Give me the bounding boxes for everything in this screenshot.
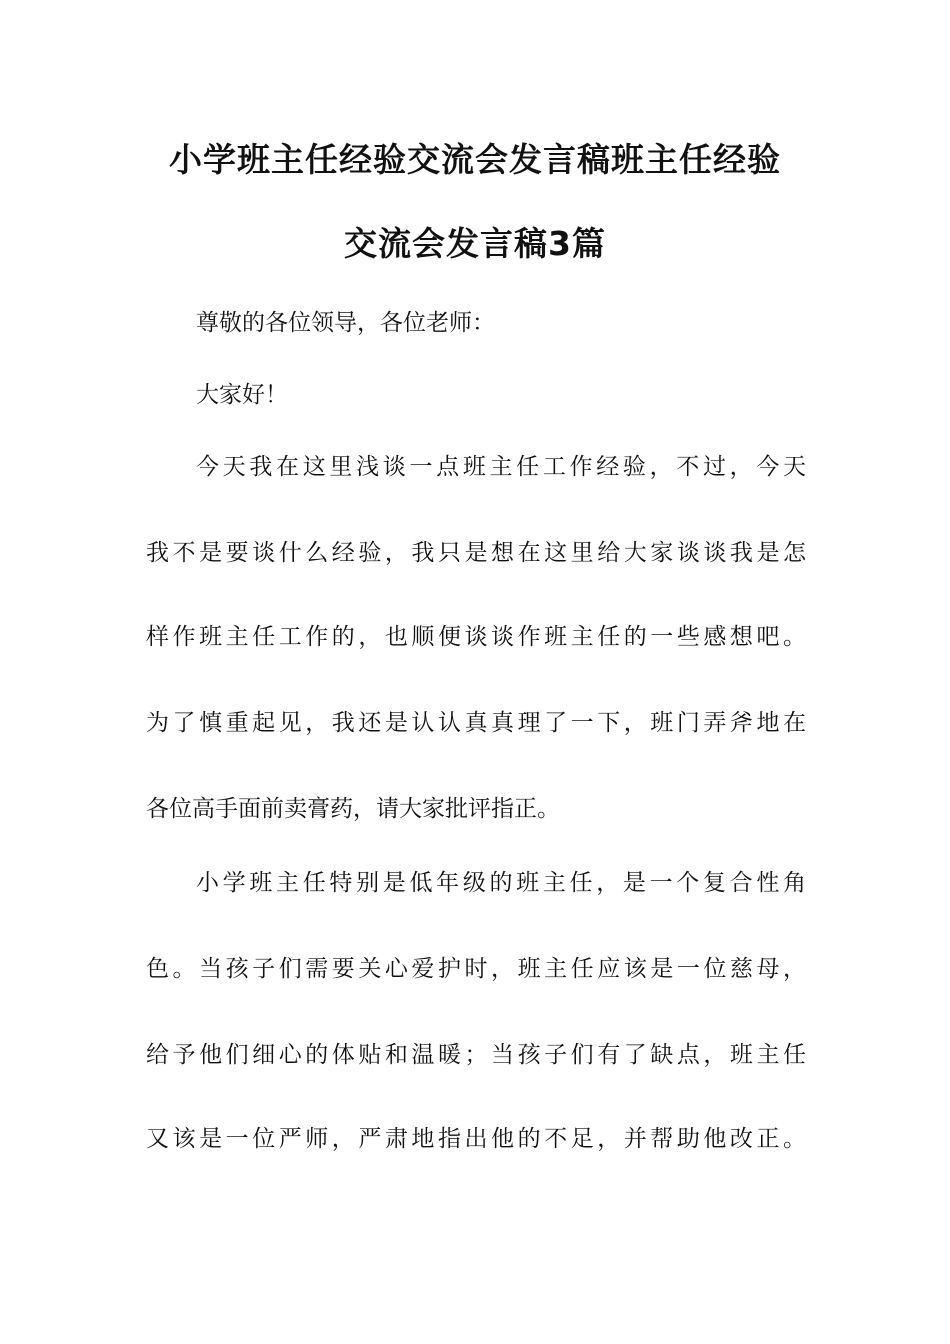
document-title-line-2: 交流会发言稿3篇 (344, 224, 606, 263)
paragraph-2-line-1: 小学班主任特别是低年级的班主任，是一个复合性角 (196, 870, 806, 896)
paragraph-2-line-3: 给予他们细心的体贴和温暖；当孩子们有了缺点，班主任 (146, 1042, 806, 1068)
paragraph-1-line-1: 今天我在这里浅谈一点班主任工作经验，不过，今天 (196, 454, 806, 480)
paragraph-2-line-2: 色。当孩子们需要关心爱护时，班主任应该是一位慈母， (146, 956, 806, 982)
paragraph-1-line-3: 样作班主任工作的，也顺便谈谈作班主任的一些感想吧。 (146, 624, 806, 650)
greeting: 大家好！ (196, 382, 288, 408)
salutation: 尊敬的各位领导，各位老师： (196, 310, 495, 336)
paragraph-1-line-2: 我不是要谈什么经验，我只是想在这里给大家谈谈我是怎 (146, 540, 806, 566)
paragraph-2-line-4: 又该是一位严师，严肃地指出他的不足，并帮助他改正。 (146, 1126, 806, 1152)
document-title-line-1: 小学班主任经验交流会发言稿班主任经验 (169, 140, 781, 179)
paragraph-1-line-4: 为了慎重起见，我还是认认真真理了一下，班门弄斧地在 (146, 710, 806, 736)
paragraph-1-line-5: 各位高手面前卖膏药，请大家批评指正。 (146, 796, 560, 822)
